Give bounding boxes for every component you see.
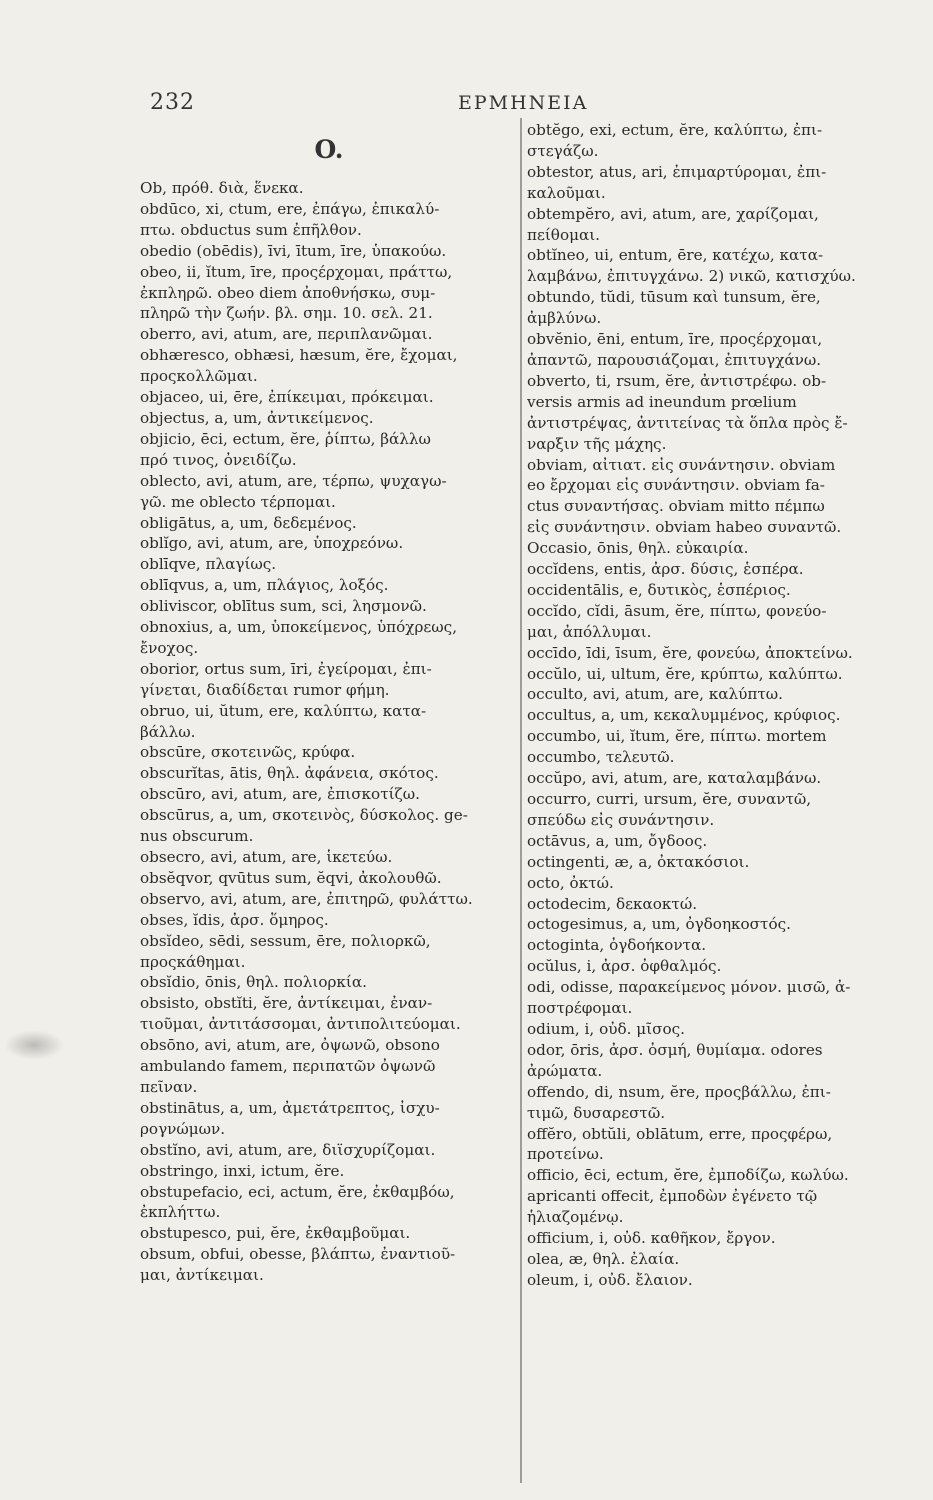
entry-line: objaceo, ui, ēre, ἐπίκειμαι, πρόκειμαι.: [140, 388, 434, 407]
entry-line: ἐκπληρῶ. obeo diem ἀποθνήσκω, συμ-: [140, 283, 436, 302]
entry-line: obsĕqvor, qvūtus sum, ĕqvi, ἀκολουθῶ.: [140, 868, 442, 887]
entry-line: obscurĭtas, ātis, θηλ. ἀφάνεια, σκότος.: [140, 764, 439, 783]
entry-line: occĭdens, entis, ἀρσ. δύσις, ἑσπέρα.: [527, 560, 804, 579]
entry-line: obdūco, xi, ctum, ere, ἐπάγω, ἐπικαλύ-: [140, 199, 440, 218]
entry-line: μαι, ἀντίκειμαι.: [140, 1266, 264, 1285]
entry-line: occŭpo, avi, atum, are, καταλαμβάνω.: [527, 769, 822, 788]
entry-line: obliviscor, oblītus sum, sci, λησμονῶ.: [140, 597, 427, 616]
entry-line: obligātus, a, um, δεδεμένος.: [140, 513, 357, 532]
entry-line: προςκολλῶμαι.: [140, 367, 258, 386]
entry-line: ἀπαντῶ, παρουσιάζομαι, ἐπιτυγχάνω.: [527, 350, 822, 369]
entry-line: πτω. obductus sum ἐπῆλθον.: [140, 220, 362, 239]
entry-line: eo ἔρχομαι εἰς συνάντησιν. obviam fa-: [527, 476, 825, 495]
right-column: [527, 120, 927, 1291]
entry-line: obedio (obēdis), īvi, ītum, īre, ὑπακούω.: [140, 241, 447, 260]
entry-line: obsĭdeo, sēdi, sessum, ēre, πολιορκῶ,: [140, 931, 431, 950]
entry-line: γῶ. me oblecto τέρπομαι.: [140, 492, 336, 511]
entry-line: ἀρώματα.: [527, 1061, 603, 1080]
entry-line: officium, i, οὐδ. καθῆκον, ἔργον.: [527, 1229, 776, 1248]
right-entries: [527, 120, 927, 1291]
entry-line: obvĕnio, ēni, entum, īre, προςέρχομαι,: [527, 330, 823, 349]
entry-line: octāvus, a, um, ὄγδοος.: [527, 831, 708, 850]
entry-line: occidentālis, e, δυτικὸς, ἑσπέριος.: [527, 580, 791, 599]
entry-line: obsum, obfui, obesse, βλάπτω, ἐναντιοῦ-: [140, 1245, 456, 1264]
entry-line: versis armis ad ineundum prœlium: [527, 392, 797, 411]
entry-line: oleum, i, οὐδ. ἔλαιον.: [527, 1270, 693, 1289]
entry-line: obscūro, avi, atum, are, ἐπισκοτίζω.: [140, 785, 420, 804]
entry-line: obtempĕro, avi, atum, are, χαρίζομαι,: [527, 204, 819, 223]
entry-line: objicio, ēci, ectum, ĕre, ῥίπτω, βάλλω: [140, 429, 431, 448]
entry-line: objectus, a, um, ἀντικείμενος.: [140, 408, 374, 427]
entry-line: obsisto, obstĭti, ĕre, ἀντίκειμαι, ἐναν-: [140, 994, 433, 1013]
entry-line: obstupefacio, eci, actum, ĕre, ἐκθαμβόω,: [140, 1182, 455, 1201]
entry-line: μαι, ἀπόλλυμαι.: [527, 622, 652, 641]
column-divider: [520, 118, 522, 1483]
entry-line: octingenti, æ, a, ὀκτακόσιοι.: [527, 852, 750, 871]
entry-line: offendo, di, nsum, ĕre, προςβάλλω, ἐπι-: [527, 1082, 831, 1101]
entry-line: obscūrus, a, um, σκοτεινὸς, δύσκολος. ge-: [140, 806, 468, 825]
entry-line: octogesimus, a, um, ὀγδοηκοστός.: [527, 915, 791, 934]
entry-line: octo, ὀκτώ.: [527, 873, 614, 892]
entry-line: πρό τινος, ὀνειδίζω.: [140, 450, 297, 469]
entry-line: obtestor, atus, ari, ἐπιμαρτύρομαι, ἐπι-: [527, 162, 827, 181]
entry-line: obses, ĭdis, ἀρσ. ὅμηρος.: [140, 910, 329, 929]
entry-line: ambulando famem, περιπατῶν ὀψωνῶ: [140, 1057, 436, 1076]
entry-line: octoginta, ὀγδοήκοντα.: [527, 936, 707, 955]
entry-line: occumbo, τελευτῶ.: [527, 748, 675, 767]
entry-line: odium, i, οὐδ. μῖσος.: [527, 1019, 685, 1038]
entry-line: olea, æ, θηλ. ἐλαία.: [527, 1249, 680, 1268]
entry-line: τιοῦμαι, ἀντιτάσσομαι, ἀντιπολιτεύομαι.: [140, 1015, 461, 1034]
entry-line: obviam, αἰτιατ. εἰς συνάντησιν. obviam: [527, 455, 836, 474]
entry-line: ocŭlus, i, ἀρσ. ὀφθαλμός.: [527, 957, 722, 976]
entry-line: obsĭdio, ōnis, θηλ. πολιορκία.: [140, 973, 367, 992]
entry-line: apricanti offecit, ἐμποδὼν ἐγένετο τῷ: [527, 1187, 818, 1206]
entry-line: officio, ēci, ectum, ĕre, ἐμποδίζω, κωλύω.: [527, 1166, 849, 1185]
entry-line: ἐκπλήττω.: [140, 1203, 221, 1222]
entry-line: γίνεται, διαδίδεται rumor φήμη.: [140, 680, 390, 699]
entry-line: obhæresco, obhæsi, hæsum, ĕre, ἔχομαι,: [140, 346, 458, 365]
left-entries: [140, 178, 518, 1286]
entry-line: obtundo, tŭdi, tūsum καὶ tunsum, ĕre,: [527, 288, 821, 307]
running-head: ΕΡΜΗΝΕΙΑ: [458, 92, 589, 114]
entry-line: nus obscurum.: [140, 827, 254, 846]
entry-line: offĕro, obtŭli, oblātum, erre, προςφέρω,: [527, 1124, 833, 1143]
entry-line: πείθομαι.: [527, 225, 601, 244]
entry-line: προςκάθημαι.: [140, 952, 246, 971]
left-column: [140, 124, 518, 1286]
entry-line: πεῖναν.: [140, 1077, 198, 1096]
entry-line: obnoxius, a, um, ὑποκείμενος, ὑπόχρεως,: [140, 618, 458, 637]
entry-line: occumbo, ui, ĭtum, ĕre, πίπτω. mortem: [527, 727, 827, 746]
entry-line: octodecim, δεκαοκτώ.: [527, 894, 698, 913]
entry-line: ctus συναντήσας. obviam mitto πέμπω: [527, 497, 825, 516]
entry-line: obtĭneo, ui, entum, ēre, κατέχω, κατα-: [527, 246, 824, 265]
entry-line: obscūre, σκοτεινῶς, κρύφα.: [140, 743, 356, 762]
entry-line: odi, odisse, παρακείμενος μόνον. μισῶ, ἀ-: [527, 978, 851, 997]
entry-line: oblīqvus, a, um, πλάγιος, λοξός.: [140, 576, 389, 595]
entry-line: βάλλω.: [140, 722, 196, 741]
entry-line: obverto, ti, rsum, ĕre, ἀντιστρέφω. ob-: [527, 371, 827, 390]
entry-line: occŭlo, ui, ultum, ĕre, κρύπτω, καλύπτω.: [527, 664, 843, 683]
entry-line: oblīqve, πλαγίως.: [140, 555, 277, 574]
entry-line: obstupesco, pui, ĕre, ἐκθαμβοῦμαι.: [140, 1224, 411, 1243]
entry-line: occĭdo, cĭdi, āsum, ĕre, πίπτω, φονεύο-: [527, 601, 827, 620]
entry-line: obsōno, avi, atum, are, ὀψωνῶ, obsono: [140, 1036, 440, 1055]
entry-line: ἡλιαζομένῳ.: [527, 1208, 624, 1227]
entry-line: ἀντιστρέψας, ἀντιτείνας τὰ ὅπλα πρὸς ἔ-: [527, 413, 848, 432]
entry-line: σπεύδω εἰς συνάντησιν.: [527, 810, 715, 829]
page-number: 232: [150, 90, 195, 115]
entry-line: occurro, curri, ursum, ĕre, συναντῶ,: [527, 790, 812, 808]
entry-line: occīdo, īdi, īsum, ĕre, φονεύω, ἀποκτείνω.: [527, 643, 853, 662]
entry-line: ἀμβλύνω.: [527, 309, 602, 328]
entry-line: obruo, ui, ŭtum, ere, καλύπτω, κατα-: [140, 701, 427, 720]
entry-line: oborior, ortus sum, īri, ἐγείρομαι, ἐπι-: [140, 659, 432, 678]
entry-line: λαμβάνω, ἐπιτυγχάνω. 2) νικῶ, κατισχύω.: [527, 267, 856, 286]
entry-line: εἰς συνάντησιν. obviam habeo συναντῶ.: [527, 518, 842, 537]
entry-line: oblĭgo, avi, atum, are, ὑποχρεόνω.: [140, 534, 404, 553]
entry-line: ἔνοχος.: [140, 638, 199, 657]
entry-line: obstinātus, a, um, ἀμετάτρεπτος, ἰσχυ-: [140, 1098, 440, 1117]
entry-line: obstringo, inxi, ictum, ĕre.: [140, 1161, 345, 1180]
entry-line: προτείνω.: [527, 1145, 604, 1164]
entry-line: ρογνώμων.: [140, 1119, 226, 1138]
entry-line: ποστρέφομαι.: [527, 999, 633, 1018]
entry-line: oberro, avi, atum, are, περιπλανῶμαι.: [140, 325, 433, 344]
entry-line: oblecto, avi, atum, are, τέρπω, ψυχαγω-: [140, 471, 447, 490]
entry-line: odor, ōris, ἀρσ. ὀσμή, θυμίαμα. odores: [527, 1040, 823, 1059]
entry-line: στεγάζω.: [527, 141, 599, 160]
entry-line: obstĭno, avi, atum, are, διϊσχυρίζομαι.: [140, 1140, 436, 1159]
entry-line: τιμῶ, δυσαρεστῶ.: [527, 1103, 666, 1122]
entry-line: obeo, ii, ĭtum, īre, προςέρχομαι, πράττω,: [140, 262, 453, 281]
entry-line: καλοῦμαι.: [527, 183, 606, 202]
entry-line: πληρῶ τὴν ζωήν. βλ. σημ. 10. σελ. 21.: [140, 304, 433, 323]
entry-line: occulto, avi, atum, are, καλύπτω.: [527, 685, 783, 704]
page-smudge: [4, 1030, 64, 1060]
entry-line: occultus, a, um, κεκαλυμμένος, κρύφιος.: [527, 706, 841, 725]
entry-line: observo, avi, atum, are, ἐπιτηρῶ, φυλάττω.: [140, 889, 473, 908]
section-letter: O.: [314, 135, 344, 164]
entry-line: Occasio, ōnis, θηλ. εὐκαιρία.: [527, 539, 749, 558]
entry-line: Ob, πρόθ. διὰ, ἕνεκα.: [140, 179, 304, 197]
entry-line: ναρξιν τῆς μάχης.: [527, 434, 667, 453]
entry-line: obtĕgo, exi, ectum, ĕre, καλύπτω, ἐπι-: [527, 121, 823, 139]
entry-line: obsecro, avi, atum, are, ἱκετεύω.: [140, 848, 393, 866]
